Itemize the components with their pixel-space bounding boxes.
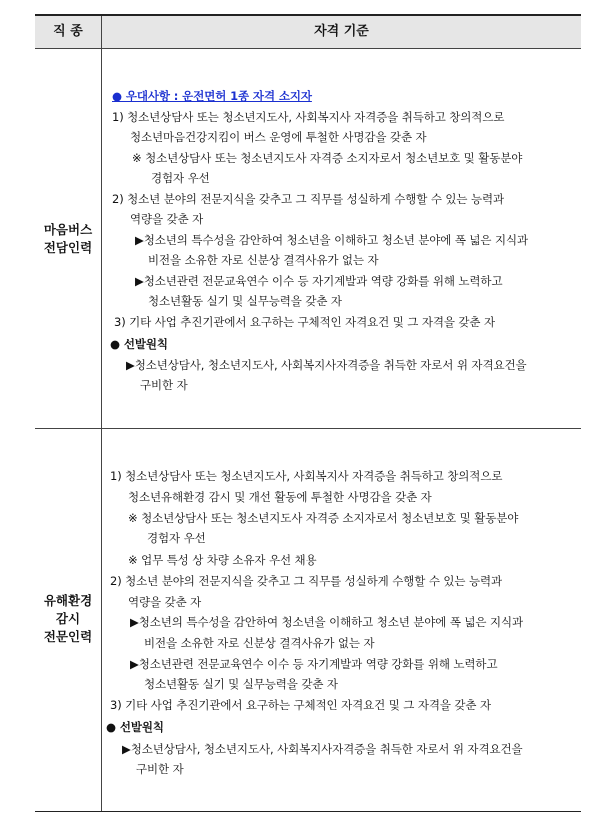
criteria-line: 1) 청소년상담사 또는 청소년지도사, 사회복지사 자격증을 취득하고 창의적으로	[112, 110, 505, 124]
criteria-line: 청소년활동 실기 및 실무능력을 갖춘 자	[148, 294, 342, 308]
category-mind-bus	[35, 221, 101, 257]
category-line: 감시	[55, 611, 81, 626]
criteria-line: 비전을 소유한 자로 신분상 결격사유가 없는 자	[144, 636, 375, 650]
selection-principle-text: ▶청소년상담사, 청소년지도사, 사회복지사자격증을 취득한 자로서 위 자격요건을	[122, 742, 523, 756]
category-line: 전담인력	[43, 240, 93, 255]
criteria-line: 역량을 갖춘 자	[128, 595, 202, 609]
header-job-type: 직 종	[53, 24, 83, 39]
criteria-note: ※ 청소년상담사 또는 청소년지도사 자격증 소지자로서 청소년보호 및 활동분야	[128, 511, 519, 525]
criteria-line: 구비한 자	[136, 762, 184, 776]
qualification-table	[35, 14, 581, 812]
selection-principle-text: ▶청소년상담사, 청소년지도사, 사회복지사자격증을 취득한 자로서 위 자격요건을	[126, 358, 527, 372]
criteria-line: 2) 청소년 분야의 전문지식을 갖추고 그 직무를 성실하게 수행할 수 있는 능력과	[110, 574, 502, 588]
criteria-bullet: ▶청소년관련 전문교육연수 이수 등 자기계발과 역량 강화를 위해 노력하고	[130, 657, 498, 671]
criteria-line: 청소년유해환경 감시 및 개선 활동에 투철한 사명감을 갖춘 자	[128, 490, 432, 504]
category-line: 마음버스	[43, 222, 93, 237]
criteria-line: 경험자 우선	[151, 171, 210, 185]
row-divider	[35, 428, 581, 429]
criteria-line: 청소년마음건강지킴이 버스 운영에 투철한 사명감을 갖춘 자	[130, 130, 427, 144]
selection-principle-title: ● 선발원칙	[106, 720, 164, 734]
category-harmful-env-monitoring	[35, 592, 101, 646]
selection-principle-title: ● 선발원칙	[110, 337, 168, 351]
category-line: 전문인력	[43, 629, 93, 644]
preferred-condition: ● 우대사항 : 운전면허 1종 자격 소지자	[112, 89, 312, 103]
criteria-bullet: ▶청소년의 특수성을 감안하여 청소년을 이해하고 청소년 분야에 폭 넓은 지식과	[135, 233, 529, 247]
table-header	[35, 16, 581, 49]
criteria-line: 1) 청소년상담사 또는 청소년지도사, 사회복지사 자격증을 취득하고 창의적으로	[110, 469, 503, 483]
criteria-line: 역량을 갖춘 자	[130, 212, 204, 226]
criteria-line: 비전을 소유한 자로 신분상 결격사유가 없는 자	[148, 253, 379, 267]
criteria-note: ※ 청소년상담사 또는 청소년지도사 자격증 소지자로서 청소년보호 및 활동분야	[132, 151, 523, 165]
criteria-line: 3) 기타 사업 추진기관에서 요구하는 구체적인 자격요건 및 그 자격을 갖춘 자	[110, 698, 491, 712]
criteria-line: 3) 기타 사업 추진기관에서 요구하는 구체적인 자격요건 및 그 자격을 갖춘 자	[114, 315, 495, 329]
criteria-note: ※ 업무 특성 상 차량 소유자 우선 채용	[128, 553, 317, 567]
criteria-line: 2) 청소년 분야의 전문지식을 갖추고 그 직무를 성실하게 수행할 수 있는 능력과	[112, 192, 504, 206]
header-qualification: 자격 기준	[314, 24, 369, 39]
criteria-bullet: ▶청소년의 특수성을 감안하여 청소년을 이해하고 청소년 분야에 폭 넓은 지식과	[130, 615, 524, 629]
criteria-bullet: ▶청소년관련 전문교육연수 이수 등 자기계발과 역량 강화를 위해 노력하고	[135, 274, 503, 288]
column-divider	[101, 16, 102, 811]
category-line: 유해환경	[43, 593, 93, 608]
criteria-line: 구비한 자	[140, 378, 188, 392]
criteria-line: 청소년활동 실기 및 실무능력을 갖춘 자	[144, 677, 338, 691]
criteria-line: 경험자 우선	[147, 531, 206, 545]
